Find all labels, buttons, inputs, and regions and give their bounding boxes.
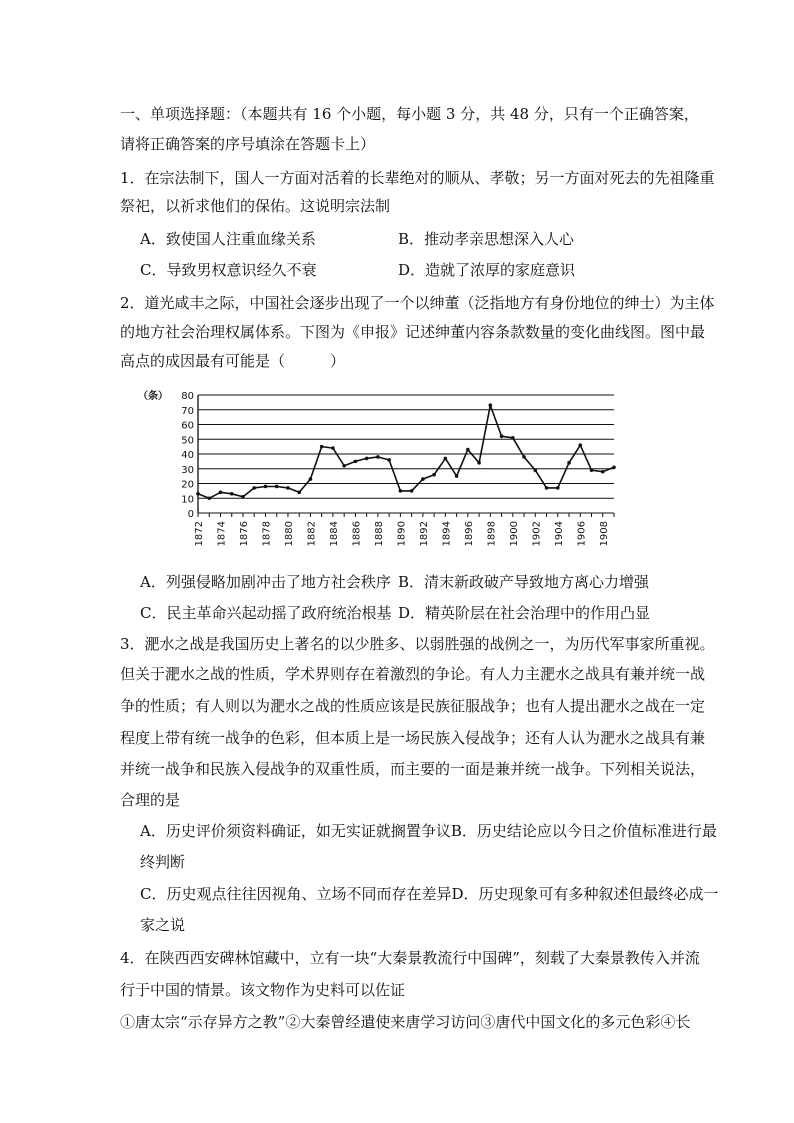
x-tick-label-1884: 1884 <box>328 521 340 547</box>
series-line <box>198 405 614 498</box>
data-point-1893 <box>432 473 436 477</box>
data-point-1899 <box>500 435 504 439</box>
data-point-1879 <box>275 485 279 489</box>
data-point-1881 <box>297 491 301 495</box>
y-tick-label-80: 80 <box>181 391 194 402</box>
data-point-1905 <box>567 461 571 465</box>
x-tick-label-1872: 1872 <box>194 521 205 547</box>
data-point-1901 <box>522 455 526 459</box>
x-tick-label-1890: 1890 <box>396 521 408 547</box>
x-tick-label-1886: 1886 <box>351 521 363 547</box>
q3-option-cd-line-1: C．历史观点往往因视角、立场不同而存在差异D．历史现象可有多种叙述但最终必成一 <box>140 885 719 903</box>
data-point-1897 <box>477 461 481 465</box>
data-point-1909 <box>612 465 616 469</box>
data-point-1884 <box>331 446 335 450</box>
data-point-1898 <box>489 404 493 408</box>
data-point-1903 <box>545 486 549 490</box>
q3-stem-line-5: 并统一战争和民族入侵战争的双重性质，而主要的一面是兼并统一战争。下列相关说法， <box>120 760 706 778</box>
q2-option-d: D．精英阶层在社会治理中的作用凸显 <box>398 604 651 622</box>
y-axis-label: （条） <box>138 391 168 402</box>
data-point-1902 <box>533 468 537 472</box>
q1-option-d: D．造就了浓厚的家庭意识 <box>398 261 576 279</box>
q2-option-a: A．列强侵略加剧冲击了地方社会秩序 <box>140 573 391 591</box>
data-point-1880 <box>286 486 290 490</box>
x-tick-label-1902: 1902 <box>531 521 543 547</box>
data-point-1876 <box>241 495 245 499</box>
x-tick-label-1900: 1900 <box>508 521 520 547</box>
y-tick-label-50: 50 <box>181 435 194 447</box>
data-point-1882 <box>309 477 313 481</box>
data-point-1885 <box>342 464 346 468</box>
data-point-1888 <box>376 455 380 459</box>
q2-stem-line-3: 高点的成因最有可能是（ ） <box>120 352 346 370</box>
q4-stem-line-1: 4．在陕西西安碑林馆藏中，立有一块“大秦景教流行中国碑”，刻载了大秦景教传入并流 <box>120 949 700 967</box>
data-point-1877 <box>252 486 256 490</box>
x-tick-label-1882: 1882 <box>306 521 318 547</box>
q2-option-c: C．民主革命兴起动摇了政府统治根基 <box>140 604 392 622</box>
y-tick-label-70: 70 <box>181 405 194 417</box>
x-tick-label-1908: 1908 <box>598 521 610 547</box>
data-point-1890 <box>399 489 403 493</box>
x-tick-label-1888: 1888 <box>373 521 385 547</box>
y-tick-label-10: 10 <box>181 494 194 506</box>
y-tick-label-40: 40 <box>181 450 194 461</box>
q2-stem-line-2: 的地方社会治理权属体系。下图为《申报》记述绅董内容条款数量的变化曲线图。图中最 <box>120 323 706 341</box>
x-tick-label-1896: 1896 <box>463 521 475 547</box>
data-point-1872 <box>196 492 200 496</box>
data-point-1895 <box>455 474 459 478</box>
x-tick-label-1894: 1894 <box>441 521 453 547</box>
q3-stem-line-2: 但关于淝水之战的性质，学术界则存在着激烈的争论。有人力主淝水之战具有兼并统一战 <box>120 665 706 683</box>
data-point-1894 <box>444 457 448 461</box>
data-point-1889 <box>387 458 391 462</box>
y-tick-label-0: 0 <box>187 509 194 520</box>
y-tick-label-20: 20 <box>181 479 194 491</box>
data-point-1891 <box>410 489 414 493</box>
x-tick-label-1876: 1876 <box>238 521 250 547</box>
shenbao-line-chart <box>138 385 618 563</box>
q3-option-cd-line-2: 家之说 <box>140 916 186 934</box>
data-point-1906 <box>578 443 582 447</box>
q3-option-ab-line-2: 终判断 <box>140 853 186 871</box>
q2-stem-line-1: 2．道光咸丰之际，中国社会逐步出现了一个以绅董（泛指地方有身份地位的绅士）为主体 <box>120 294 715 312</box>
data-point-1873 <box>207 496 211 500</box>
data-point-1887 <box>365 457 369 461</box>
q4-stem-line-3: ①唐太宗“示存异方之教”②大秦曾经遣使来唐学习访问③唐代中国文化的多元色彩④长 <box>120 1013 691 1031</box>
section-heading-line-2: 请将正确答案的序号填涂在答题卡上） <box>120 135 376 153</box>
section-heading-line-1: 一、单项选择题：（本题共有 16 个小题，每小题 3 分，共 48 分，只有一个正确答案， <box>120 105 699 123</box>
x-tick-label-1906: 1906 <box>576 521 588 547</box>
q3-stem-line-6: 合理的是 <box>120 791 181 809</box>
x-tick-label-1904: 1904 <box>553 521 565 547</box>
data-point-1907 <box>590 468 594 472</box>
data-point-1883 <box>320 445 324 449</box>
data-point-1908 <box>601 470 605 474</box>
data-point-1904 <box>556 486 560 490</box>
q3-stem-line-3: 争的性质；有人则以为淝水之战的性质应该是民族征服战争；也有人提出淝水之战在一定 <box>120 697 706 715</box>
q3-stem-line-4: 程度上带有统一战争的色彩，但本质上是一场民族入侵战争；还有人认为淝水之战具有兼 <box>120 729 706 747</box>
x-tick-label-1874: 1874 <box>216 521 228 547</box>
data-point-1878 <box>264 485 268 489</box>
x-tick-label-1898: 1898 <box>486 521 498 547</box>
y-tick-label-60: 60 <box>181 420 194 432</box>
data-point-1874 <box>219 491 223 495</box>
data-point-1900 <box>511 436 515 440</box>
data-point-1886 <box>354 460 358 464</box>
q1-option-c: C．导致男权意识经久不衰 <box>140 261 317 279</box>
q1-stem-line-2: 祭祀，以祈求他们的保佑。这说明宗法制 <box>120 197 391 215</box>
data-point-1892 <box>421 477 425 481</box>
q1-stem-line-1: 1．在宗法制下，国人一方面对活着的长辈绝对的顺从、孝敬；另一方面对死去的先祖隆重 <box>120 169 715 187</box>
x-tick-label-1880: 1880 <box>283 521 295 547</box>
x-tick-label-1878: 1878 <box>261 521 273 547</box>
q1-option-a: A．致使国人注重血缘关系 <box>140 230 316 248</box>
q3-stem-line-1: 3．淝水之战是我国历史上著名的以少胜多、以弱胜强的战例之一，为历代军事家所重视。 <box>120 635 715 653</box>
x-tick-label-1892: 1892 <box>418 521 430 547</box>
q2-option-b: B．清末新政破产导致地方离心力增强 <box>398 573 650 591</box>
data-point-1896 <box>466 448 470 452</box>
q3-option-ab-line-1: A．历史评价须资料确证，如无实证就搁置争议B．历史结论应以今日之价值标准进行最 <box>140 822 717 840</box>
q4-stem-line-2: 行于中国的情景。该文物作为史料可以佐证 <box>120 981 406 999</box>
data-point-1875 <box>230 492 234 496</box>
y-tick-label-30: 30 <box>181 464 194 476</box>
q1-option-b: B．推动孝亲思想深入人心 <box>398 230 575 248</box>
